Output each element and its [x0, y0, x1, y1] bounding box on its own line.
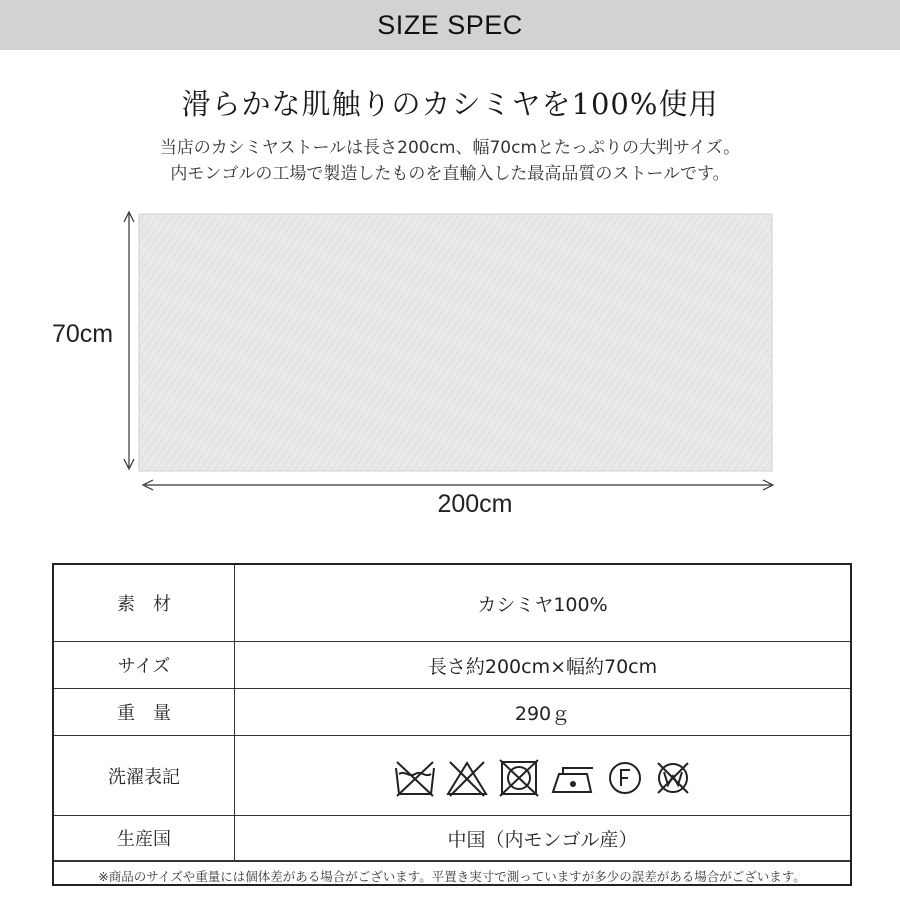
row-value: 290ｇ [514, 702, 571, 725]
size-diagram-drawing [0, 200, 900, 500]
care-icons [393, 758, 693, 798]
height-label: 70cm [52, 320, 114, 348]
row-label: 重 量 [54, 689, 235, 735]
row-label: 素 材 [54, 565, 235, 641]
row-label: 洗濯表記 [54, 736, 235, 815]
headline: 滑らかな肌触りのカシミヤを100%使用 [181, 87, 719, 121]
bleach-prohibited-icon [445, 758, 489, 798]
row-value: 中国（内モンゴル産） [447, 828, 638, 851]
size-diagram [0, 200, 900, 530]
tumble-dry-prohibited-icon [497, 758, 541, 798]
row-value: 長さ約200cm×幅約70cm [427, 655, 658, 678]
iron-low-icon [549, 758, 597, 798]
table-row-origin [54, 816, 850, 861]
row-value: カシミヤ100% [477, 593, 608, 616]
table-row-care [54, 736, 850, 816]
width-arrow [143, 480, 773, 490]
row-label: 生産国 [54, 816, 235, 860]
wet-clean-prohibited-icon [653, 758, 693, 798]
page-title: SIZE SPEC [377, 9, 523, 40]
description-line-2: 内モンゴルの工場で製造したものを直輸入した最高品質のストールです。 [170, 164, 730, 184]
description-line-1: 当店のカシミヤストールは長さ200cm、幅70cmとたっぷりの大判サイズ。 [159, 138, 741, 158]
height-arrow [124, 212, 134, 469]
dry-clean-f-icon [605, 758, 645, 798]
stole-illustration [139, 214, 772, 471]
header-bar [0, 0, 900, 50]
table-row-weight [54, 689, 850, 736]
table-note: ※商品のサイズや重量には個体差がある場合がございます。平置き実寸で測っていますが多少の誤差がある場合がございます。 [54, 861, 850, 890]
care-icons-cell [235, 736, 850, 815]
table-row-size [54, 642, 850, 689]
row-label: サイズ [54, 642, 235, 688]
spec-table [52, 563, 852, 886]
table-row-material [54, 565, 850, 642]
width-label: 200cm [437, 490, 513, 518]
hand-wash-prohibited-icon [393, 758, 437, 798]
